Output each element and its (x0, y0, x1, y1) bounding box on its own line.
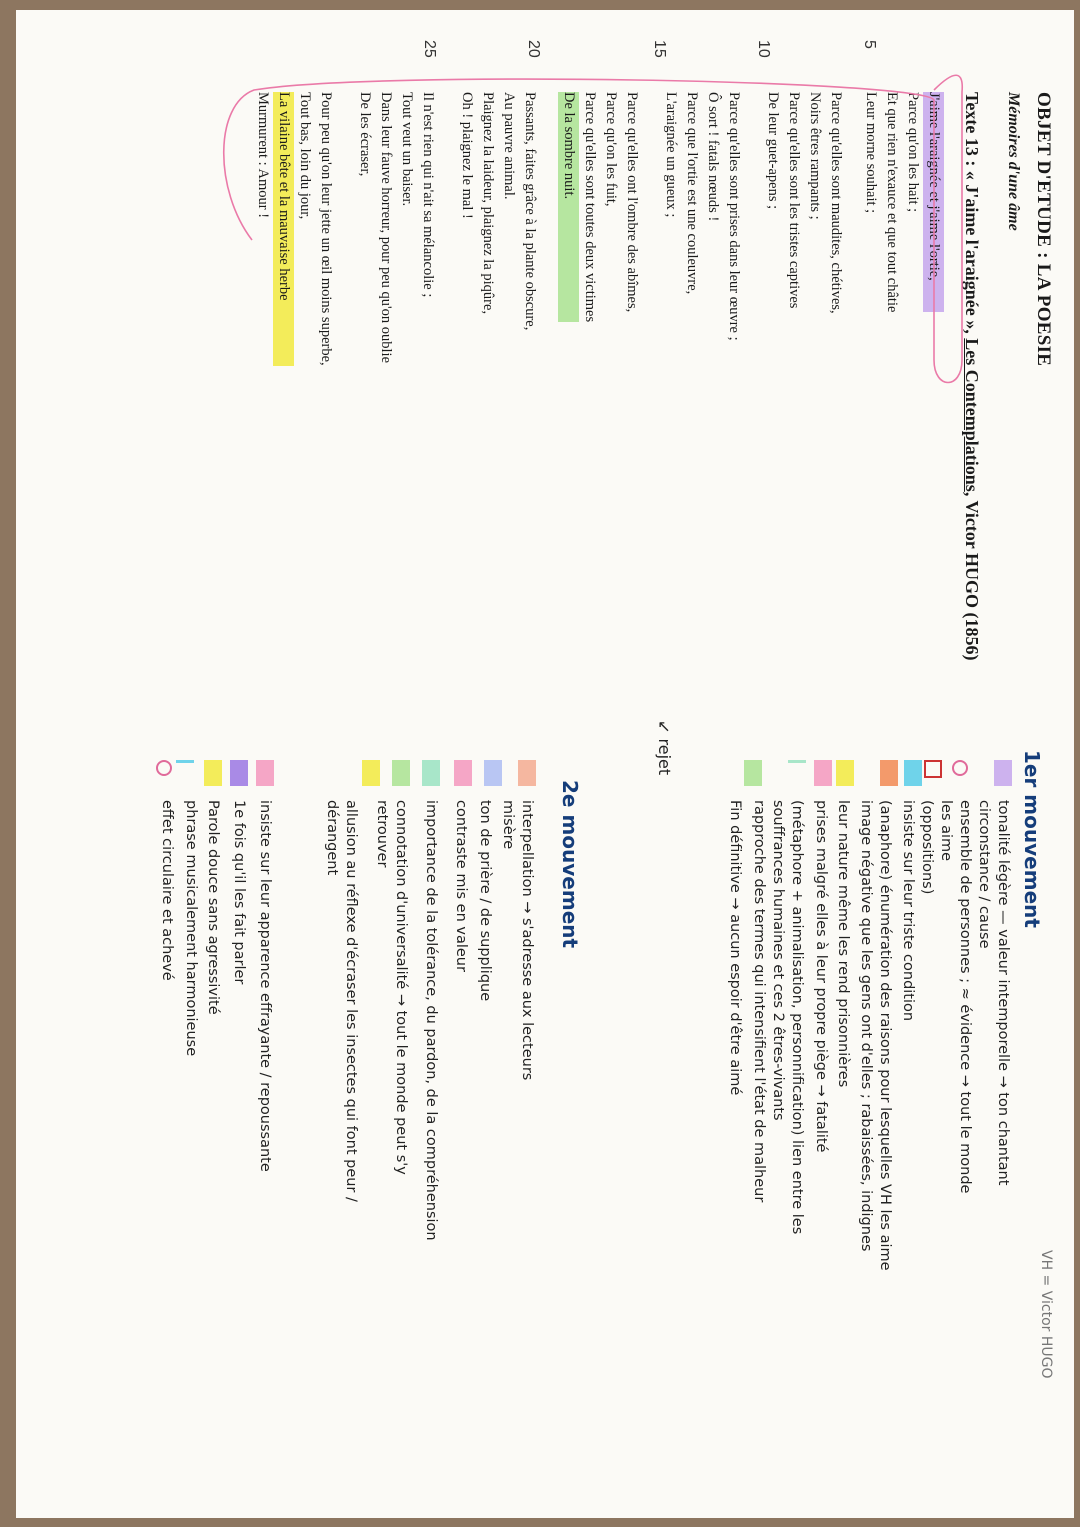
poem-line: Parce qu'elles sont toutes deux victimes (582, 92, 598, 323)
stanza-1 (860, 92, 944, 312)
annotation: allusion au réflexe d'écraser les insectes qui font peur / (343, 800, 359, 1202)
text-title-suffix: , Victor HUGO (1856) (962, 491, 982, 661)
swatch-lavender (484, 760, 502, 786)
annotation: insiste sur leur triste condition (900, 800, 916, 1022)
annotation: dérangent (324, 800, 340, 876)
poem-line: Tout veut un baiser. (399, 92, 415, 207)
swatch-pink-3 (256, 760, 274, 786)
poem-line: Parce qu'on les hait ; (905, 92, 921, 213)
line-number: 25 (421, 40, 438, 58)
annotation: insiste sur leur apparence effrayante / repoussante (257, 800, 273, 1172)
annotation: (oppositions) (919, 800, 935, 895)
poem-line: Oh ! plaignez le mal ! (459, 92, 475, 219)
line-number: 5 (861, 40, 878, 49)
line-number: 15 (651, 40, 668, 58)
author-note: VH = Victor HUGO (1038, 1250, 1054, 1379)
poem-line: Parce qu'elles sont maudites, chétives, (828, 92, 844, 314)
poem-line: Tout bas, loin du jour, (297, 92, 313, 220)
swatch-yellow (836, 760, 854, 786)
annotation: misère (500, 800, 516, 850)
poem-line: Ô sort ! fatals nœuds ! (705, 92, 721, 222)
annotation: ensemble de personnes ; ≈ évidence → tout le monde (957, 800, 973, 1194)
notebook-page (16, 10, 1074, 1518)
poem-line: Parce qu'elles sont prises dans leur œuvre ; (726, 92, 742, 341)
swatch-peach (518, 760, 536, 786)
line-number: 10 (755, 40, 772, 58)
rejet-note: ↙ rejet (655, 720, 674, 776)
annotation: phrase musicalement harmonieuse (183, 800, 199, 1057)
text-title (961, 92, 982, 660)
poem-line: Plaignez la laideur, plaignez la piqûre, (480, 92, 496, 315)
annotation: ton de prière / de supplique (477, 800, 493, 1002)
rotated-document (16, 10, 1074, 1518)
annotation: importance de la tolérance, du pardon, de la compréhension (423, 800, 439, 1241)
stanza-3 (660, 92, 744, 341)
annotation: (métaphore + animalisation, personnification) lien entre les (789, 800, 805, 1235)
poem-line: La vilaine bête et la mauvaise herbe (273, 92, 294, 366)
annotation: souffrances humaines et ces 2 êtres-vivants (770, 800, 786, 1121)
stanza-5 (456, 92, 540, 330)
annotation: interpellation → s'adresse aux lecteurs (519, 800, 535, 1081)
poem-line: Parce qu'elles sont les tristes captives (786, 92, 802, 309)
page-title: OBJET D'ETUDE : LA POESIE (1033, 92, 1054, 367)
swatch-mint-line (788, 760, 806, 763)
poem-line: Pour peu qu'on leur jette un œil moins superbe, (318, 92, 334, 366)
poem-line: L'araignée un gueux ; (663, 92, 679, 218)
line-number: 20 (525, 40, 542, 58)
poem-line: Murmurent : Amour ! (255, 92, 271, 219)
swatch-mint (422, 760, 440, 786)
poem-line: J'aime l'araignée et j'aime l'ortie, (923, 92, 944, 312)
annotation: leur nature même les rend prisonnières (835, 800, 851, 1088)
swatch-pink-2 (454, 760, 472, 786)
annotation: tonalité légère — valeur intemporelle → ton chantant (995, 800, 1011, 1186)
stanza-2 (762, 92, 846, 314)
page-subtitle: Mémoires d'une âme (1005, 92, 1022, 231)
poem-line: Parce qu'on les fuit, (603, 92, 619, 207)
annotation: les aime (938, 800, 954, 862)
annotation: circonstance / cause (976, 800, 992, 949)
swatch-purple (994, 760, 1012, 786)
annotation: contraste mis en valeur (453, 800, 469, 972)
swatch-yellow-3 (204, 760, 222, 786)
stanza-4 (558, 92, 642, 322)
text-title-prefix: Texte 13 : « J'aime l'araignée », (962, 92, 982, 339)
swatch-blue-line (176, 760, 194, 763)
annotation: retrouver (374, 800, 390, 868)
poem-line: Leur morne souhait ; (863, 92, 879, 214)
annotation: connotation d'universalité → tout le monde peut s'y (393, 800, 409, 1175)
poem-line: De leur guet-apens ; (765, 92, 781, 210)
poem-line: Dans leur fauve horreur, pour peu qu'on oublie (378, 92, 394, 364)
annotation: 1e fois qu'il les fait parler (231, 800, 247, 985)
swatch-green-2 (392, 760, 410, 786)
annotation: prises malgré elles à leur propre piège → fatalité (813, 800, 829, 1153)
swatch-circle-pink (952, 760, 968, 776)
movement-2-heading: 2e mouvement (558, 780, 582, 949)
stanza-7 (252, 92, 336, 366)
swatch-green (744, 760, 762, 786)
swatch-red-box (924, 760, 942, 778)
poem-line: De les écraser, (357, 92, 373, 177)
poem-line: Passants, faites grâce à la plante obscure, (522, 92, 538, 331)
swatch-yellow-2 (362, 760, 380, 786)
annotation: rapproche des termes qui intensifient l'état de malheur (751, 800, 767, 1203)
poem-line: Noirs êtres rampants ; (807, 92, 823, 220)
swatch-orange (880, 760, 898, 786)
poem-line: Il n'est rien qui n'ait sa mélancolie ; (420, 92, 436, 298)
poem-line: Parce qu'elles ont l'ombre des abîmes, (624, 92, 640, 313)
stanza-6 (354, 92, 438, 363)
annotation: Fin définitive → aucun espoir d'être aimé (727, 800, 743, 1096)
swatch-blue (904, 760, 922, 786)
poem-line: Parce que l'ortie est une couleuvre, (684, 92, 700, 295)
poem-line: Au pauvre animal. (501, 92, 517, 200)
swatch-violet (230, 760, 248, 786)
annotation: image négative que les gens ont d'elles ; rabaissées, indignes (858, 800, 874, 1252)
annotation: effet circulaire et achevé (159, 800, 175, 981)
text-title-book: Les Contemplations (962, 338, 982, 492)
movement-1-heading: 1er mouvement (1020, 750, 1044, 928)
annotation: Parole douce sans agressivité (205, 800, 221, 1015)
annotation: (anaphore) énumération des raisons pour lesquelles VH les aime (877, 800, 893, 1271)
poem-line: De la sombre nuit. (558, 92, 579, 322)
swatch-circle-pink-2 (156, 760, 172, 776)
poem-line: Et que rien n'exauce et que tout châtie (884, 92, 900, 313)
swatch-pink (814, 760, 832, 786)
